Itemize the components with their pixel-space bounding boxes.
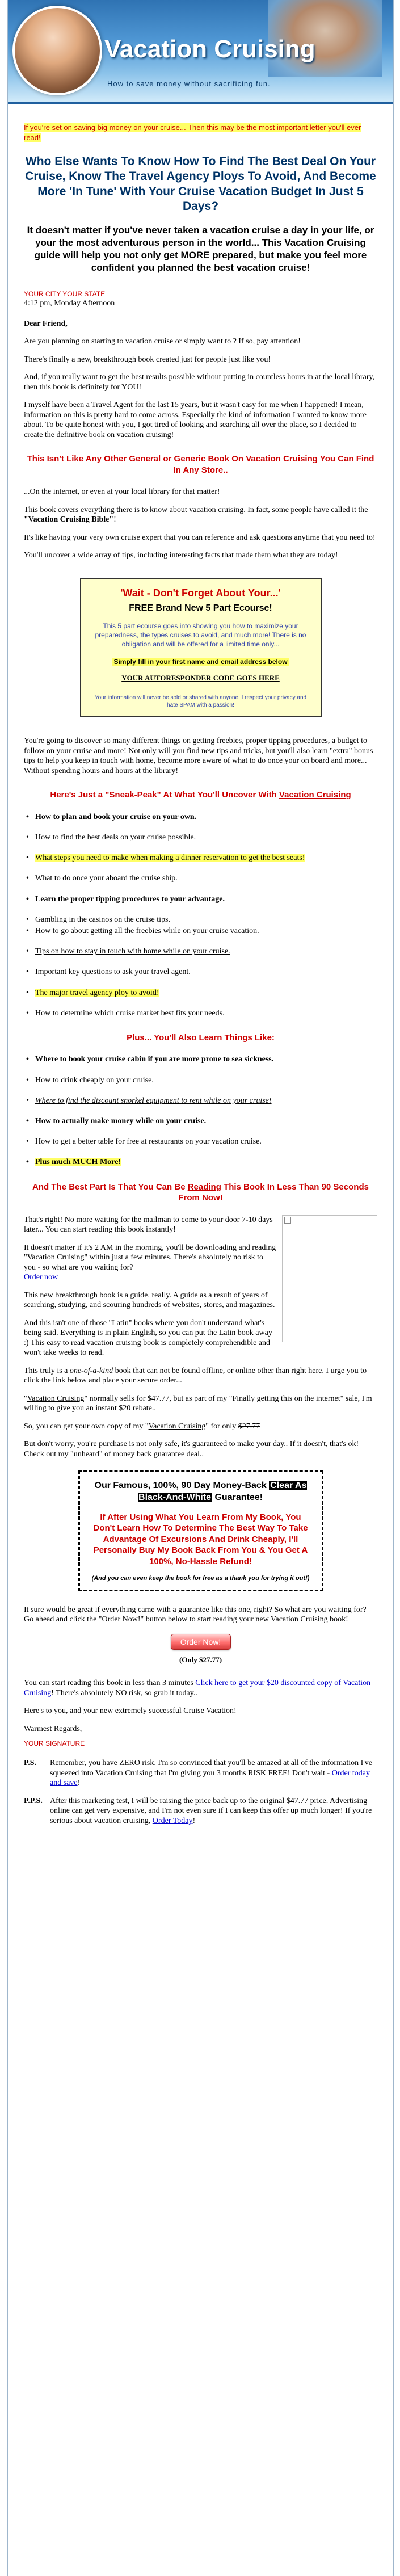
list-item: • How to find the best deals on your cruise possible. — [26, 833, 377, 843]
price-note: (Only $27.77) — [179, 1655, 222, 1664]
order-today-link[interactable]: Order Today — [152, 1816, 193, 1825]
list-item: • Learn the proper tipping procedures to your advantage. — [26, 894, 377, 905]
list-item: • How to go about getting all the freebies while on your cruise vacation. — [26, 926, 377, 936]
paragraph: ...On the internet, or even at your local library for that matter! — [24, 488, 220, 497]
paragraph: That's right! No more waiting for the mailman to come to your door 7-10 days later... You can start reading this book instantly! — [24, 1215, 273, 1234]
order-now-button[interactable]: Order Now! — [171, 1634, 231, 1650]
paragraph: And, if you really want to get the best results possible without putting in countless hours in at the local library, then this book is definitely for YOU! — [24, 373, 375, 392]
paragraph: "Vacation Cruising" normally sells for $47.77, but as part of my "Finally getting this on the internet" sale, I'm willing to give you an instant $20 rebate.. — [24, 1394, 372, 1413]
guarantee-promise: If After Using What You Learn From My Book, You Don't Learn How To Determine The Best Way To Take Advantage Of Excursions And Drink Cheaply, I'll Personally Buy My Book Back From You & You Get A 100%, No-Hassle Refund! — [93, 1512, 308, 1566]
list-item: • How to actually make money while on your cruise. — [26, 1116, 377, 1127]
pps-text: After this marketing test, I will be raising the price back up to the original $47.77 price. Advertising online can get very expensive, and I'm not even sure if I can keep this offer up much longer! If you're serious about vacation cruising, Order Today! — [50, 1796, 372, 1825]
list-item: • Where to find the discount snorkel equipment to rent while on your cruise! — [26, 1096, 377, 1106]
paragraph: Here's to you, and your new extremely successful Cruise Vacation! — [24, 1707, 237, 1716]
paragraph: You can start reading this book in less than 3 minutes Click here to get your $20 discounted copy of Vacation Cruising! There's absolutely NO risk, so grab it today.. — [24, 1679, 371, 1697]
intro-highlight: If you're set on saving big money on your cruise... Then this may be the most important letter you'll ever read! — [24, 123, 361, 142]
paragraph: It doesn't matter if it's 2 AM in the morning, you'll be downloading and reading "Vacation Cruising" within just a few minutes. There's absolutely no risk to you - so what are you waiting for? Order now — [24, 1243, 276, 1282]
list-item: • Tips on how to stay in touch with home while on your cruise. — [26, 947, 377, 957]
privacy-note: Your information will never be sold or shared with anyone. I respect your privacy and hate SPAM with a passion! — [94, 695, 307, 709]
order-today-save-link[interactable]: Order today and save — [50, 1768, 370, 1788]
optin-instruction: Simply fill in your first name and email address below — [113, 658, 288, 666]
list-item: • How to get a better table for free at restaurants on your vacation cruise. — [26, 1137, 377, 1147]
ps-label: P.S. — [24, 1759, 37, 1768]
paragraph: This new breakthrough book is a guide, really. A guide as a result of years of searching, studying, and scouring hundreds of websites, stores, and magazines. — [24, 1291, 275, 1310]
book-cover-image — [282, 1215, 377, 1342]
order-now-link[interactable]: Order now — [24, 1273, 58, 1282]
guarantee-heading: Our Famous, 100%, 90 Day Money-Back Clear As Black-And-White Guarantee! — [94, 1481, 307, 1502]
section-heading: Here's Just a "Sneak-Peak" At What You'll Uncover With Vacation Cruising — [50, 790, 351, 800]
section-heading: And The Best Part Is That You Can Be Reading This Book In Less Than 90 Seconds From Now! — [32, 1182, 369, 1203]
list-item: • Important key questions to ask your travel agent. — [26, 967, 377, 977]
optin-description: This 5 part ecourse goes into showing you how to maximize your preparedness, the types cruises to avoid, and much more! There is no obligation and will be offered for a limited time only... — [95, 622, 306, 648]
location: YOUR CITY YOUR STATE — [24, 290, 106, 299]
broken-image-icon — [284, 1217, 291, 1224]
list-item: • Gambling in the casinos on the cruise tips. — [26, 915, 377, 925]
dateline: 4:12 pm, Monday Afternoon — [24, 299, 115, 308]
site-title: Vacation Cruising — [104, 35, 315, 63]
vacation-cruising-link[interactable]: Vacation Cruising — [279, 790, 351, 800]
paragraph: But don't worry, you're purchase is not only safe, it's guaranteed to make your day.. If it doesn't, that's ok! Check out my "unheard" of money back guarantee deal.. — [24, 1440, 359, 1459]
list-item: • How to plan and book your cruise on your own. — [26, 812, 377, 822]
list-item: • Plus much MUCH More! — [26, 1157, 377, 1167]
paragraph: I myself have been a Travel Agent for the last 15 years, but it wasn't easy for me when I happened! I mean, information on this is pretty hard to come across. Especially the kind of information I wanted to know more about. To be quite honest with you, I got tired of looking and searching all over the place, so I decided to create the definitive book on vacation cruising! — [24, 401, 367, 439]
paragraph: Are you planning on starting to vacation cruise or simply want to ? If so, pay attention! — [24, 337, 301, 346]
discount-copy-link[interactable]: Click here to get your $20 discounted copy of Vacation Cruising — [24, 1679, 371, 1697]
section-heading: This Isn't Like Any Other General or Generic Book On Vacation Cruising You Can Find In Any Store.. — [27, 454, 374, 475]
header-banner — [8, 0, 393, 104]
list-item: • Where to book your cruise cabin if you are more prone to sea sickness. — [26, 1054, 377, 1065]
signature: YOUR SIGNATURE — [24, 1739, 85, 1748]
paragraph: You'll uncover a wide array of tips, including interesting facts that made them what they are today! — [24, 551, 338, 560]
tips-list — [24, 812, 377, 1019]
autoresponder-form[interactable]: YOUR AUTORESPONDER CODE GOES HERE — [121, 674, 280, 683]
paragraph: This truly is a one-of-a-kind book that can not be found offline, or online other than right here. I urge you to click the link below and place your secure order... — [24, 1366, 367, 1385]
paragraph: And this isn't one of those "Latin" books where you don't understand what's being said. Everything is in plain English, so you can put the Latin book away :) This easy to read vacation cruising book is completely comprehendible and won't take weeks to read. — [24, 1318, 272, 1358]
list-item: • What steps you need to make when making a dinner reservation to get the best seats! — [26, 853, 377, 863]
paragraph: So, you can get your own copy of my "Vacation Cruising" for only $27.77 — [24, 1422, 260, 1431]
paragraph: There's finally a new, breakthrough book created just for people just like you! — [24, 355, 271, 364]
paragraph: You're going to discover so many different things on getting freebies, proper tipping procedures, a budget to follow on your cruise and more! Not only will you find new tips and tricks, but you'll also learn "extra" bonus tips to help you keep in touch with home, become more aware of what to do once your on board and more... Without spending hours and hours at the library! — [24, 737, 373, 775]
regards: Warmest Regards, — [24, 1724, 82, 1733]
guarantee-note: (And you can even keep the book for free as a thank you for trying it out!) — [91, 1575, 310, 1582]
pps-label: P.P.S. — [24, 1796, 43, 1805]
list-item: • How to determine which cruise market best fits your needs. — [26, 1008, 377, 1019]
list-item: • What to do once your aboard the cruise ship. — [26, 873, 377, 884]
paragraph: It's like having your very own cruise expert that you can reference and ask questions anytime that you need to! — [24, 533, 376, 542]
optin-free-heading: FREE Brand New 5 Part Ecourse! — [129, 603, 272, 613]
postscript — [24, 1758, 377, 1788]
guarantee-box — [78, 1470, 323, 1591]
list-item: • The major travel agency ploy to avoid! — [26, 988, 377, 998]
paragraph: It sure would be great if everything came with a guarantee like this one, right? So what are you waiting for? Go ahead and click the "Order Now!" button below to start reading your new Vacation Cruising book! — [24, 1605, 367, 1624]
ps-text: Remember, you have ZERO risk. I'm so convinced that you'll be amazed at all of the information I've squeezed into Vacation Cruising that I'm giving you 3 months RISK FREE! Don't wait - Order today and save! — [50, 1759, 373, 1788]
main-headline: Who Else Wants To Know How To Find The Best Deal On Your Cruise, Know The Travel Agency Ploys To Avoid, And Become More 'In Tune' With Your Cruise Vacation Budget In Just 5 Days? — [25, 155, 376, 213]
letter-body — [8, 104, 393, 1826]
sub-headline: It doesn't matter if you've never taken a vacation cruise a day in your life, or your the most adventurous person in the world... This Vacation Cruising guide will help you not only get MORE prepared, but make you feel more confident you planned the best vacation cruise! — [27, 225, 374, 274]
greeting: Dear Friend, — [24, 319, 68, 328]
site-tagline: How to save money without sacrificing fun. — [107, 79, 271, 88]
paragraph: This book covers everything there is to know about vacation cruising. In fact, some people have called it the "Vacation Cruising Bible"! — [24, 505, 368, 524]
tips-list — [24, 1054, 377, 1167]
ecourse-optin-box — [80, 578, 322, 717]
postscript — [24, 1796, 377, 1826]
optin-wait-heading: 'Wait - Don't Forget About Your...' — [120, 587, 281, 599]
couple-photo — [12, 6, 102, 95]
sales-letter — [7, 0, 394, 2576]
section-heading: Plus... You'll Also Learn Things Like: — [127, 1032, 275, 1043]
list-item: • How to drink cheaply on your cruise. — [26, 1075, 377, 1086]
